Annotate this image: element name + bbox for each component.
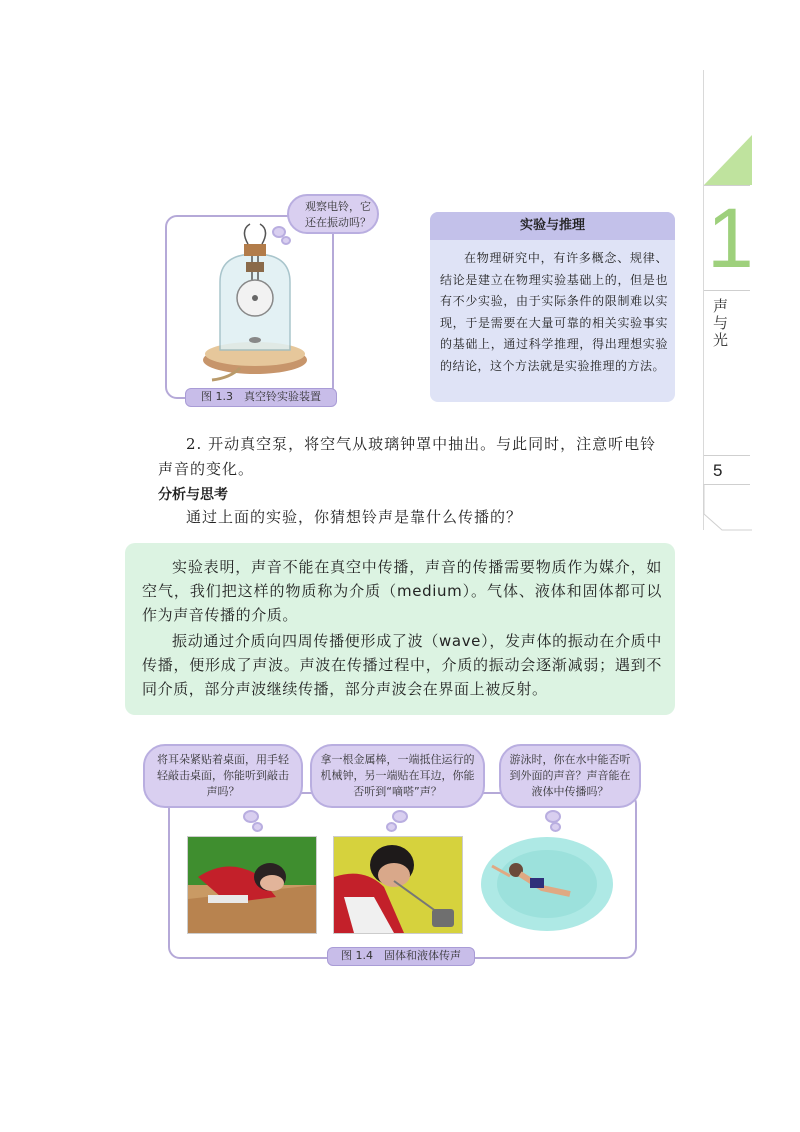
step-2-text: 2. 开动真空泵，将空气从玻璃钟罩中抽出。与此同时，注意听电铃声音的变化。 [158,435,657,478]
reasoning-box-body: 在物理研究中，有许多概念、规律、结论是建立在物理实验基础上的，但是也有不少实验，由于实际条件的限制难以实现，于是需要在大量可靠的相关实验事实的基础上，通过科学推理，得出理想实验的结论，这个方法就是实验推理的方法。 [440,251,668,373]
thought-dot [252,822,263,832]
photo-metal-rod-clock [333,836,463,934]
reasoning-box-title: 实验与推理 [430,212,675,240]
figure-1-4-caption: 图 1.4 固体和液体传声 [327,947,475,966]
thought-dot [392,810,408,823]
photo-swimmer-underwater [480,836,615,932]
margin-rule [704,185,750,186]
figure-1-3-caption: 图 1.3 真空铃实验装置 [185,388,337,407]
analysis-question: 通过上面的实验，你猜想铃声是靠什么传播的？ [186,508,523,526]
chapter-title: 声与光 [713,297,729,349]
page-number: 5 [713,461,723,480]
thought-bubble-metal-rod: 拿一根金属棒，一端抵住运行的机械钟，另一端贴在耳边，你能否听到“嘀嗒”声？ [310,744,485,808]
conclusion-paragraph-2: 振动通过介质向四周传播便形成了波（wave），发声体的振动在介质中传播，便形成了声波。声波在传播过程中，介质的振动会逐渐减弱；遇到不同介质，部分声波继续传播，部分声波会在界面上被反射。 [142,632,662,698]
thought-bubble-swimming: 游泳时，你在水中能否听到外面的声音？声音能在液体中传播吗？ [499,744,641,808]
thought-dot [550,822,561,832]
analysis-heading: 分析与思考 [158,487,228,503]
thought-bubble-bell: 观察电铃，它还在振动吗？ [287,194,379,234]
margin-rule [704,290,750,291]
thought-bubble-table: 将耳朵紧贴着桌面，用手轻轻敲击桌面，你能听到敲击声吗？ [143,744,303,808]
photo-ear-on-table [187,836,317,934]
conclusion-paragraph-1: 实验表明，声音不能在真空中传播，声音的传播需要物质作为媒介，如空气，我们把这样的物质称为介质（medium）。气体、液体和固体都可以作为声音传播的介质。 [142,558,662,624]
margin-corner [700,484,752,532]
thought-dot [545,810,561,823]
thought-dot [281,236,291,245]
margin-rule [704,455,750,456]
thought-dot [386,822,397,832]
vacuum-bell-jar-illustration [200,222,310,382]
chapter-tab-triangle [704,135,752,185]
chapter-number: 1 [707,191,754,285]
